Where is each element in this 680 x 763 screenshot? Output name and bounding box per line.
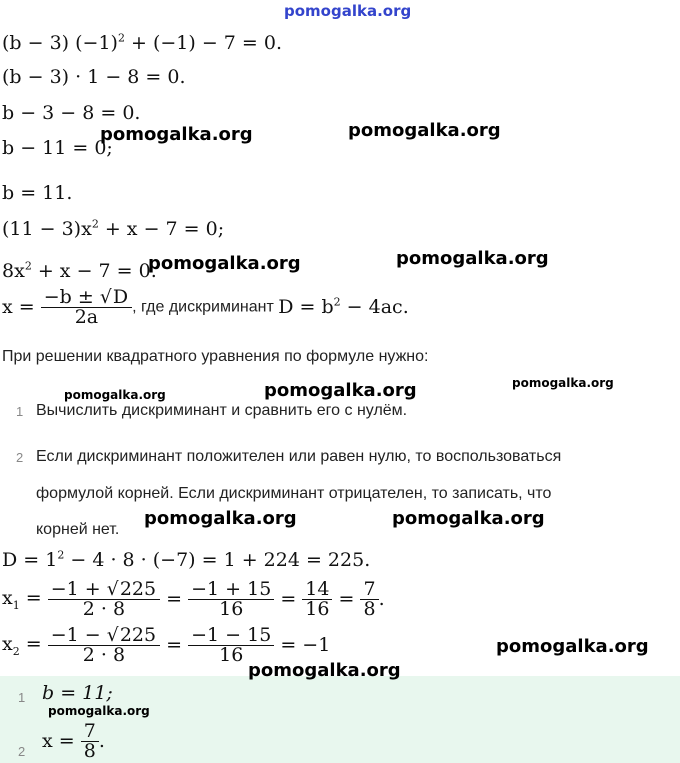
watermark: pomogalka.org (64, 388, 166, 402)
answer-box (0, 676, 680, 763)
equation-line-6: $(11 - 3)x^2 + x - 7 = 0$; (2, 217, 225, 240)
watermark: pomogalka.org (396, 248, 549, 269)
answer-2: x = $\frac{7}{8}$ . (42, 722, 105, 762)
equation-line-3: b − 3 − 8 = 0. (2, 102, 141, 124)
watermark: pomogalka.org (392, 508, 545, 529)
equation-line-4: b − 11 = 0; (2, 137, 113, 159)
watermark: pomogalka.org (512, 376, 614, 390)
watermark: pomogalka.org (48, 704, 150, 718)
x2-line: $x_2$ = $\frac{-1 - √225}{2 \cdot 8}$ = $\frac{-1 - 15}{16}$ = −1 (2, 626, 330, 676)
site-link-top[interactable]: pomogalka.org (284, 2, 412, 20)
x1-line: $x_1$ = $\frac{-1 + √225}{2 \cdot 8}$ = $\frac{-1 + 15}{16}$ = $\frac{14}{16}$ = $\frac{7}{8}$ . (2, 580, 385, 630)
equation-line-5: b = 11. (2, 182, 73, 204)
watermark: pomogalka.org (100, 124, 253, 145)
discriminant-line: $D = 1^2 - 4 \cdot 8 \cdot (-7) = 1 + 224 = 225$. (2, 548, 371, 571)
watermark: pomogalka.org (248, 660, 401, 681)
answer-1: b = 11; (42, 682, 113, 704)
intro-text: При решении квадратного уравнения по формуле нужно: (2, 348, 429, 365)
watermark: pomogalka.org (148, 253, 301, 274)
equation-line-7: $8x^2 + x - 7 = 0$. (2, 259, 157, 282)
watermark: pomogalka.org (496, 636, 649, 657)
watermark: pomogalka.org (348, 120, 501, 141)
watermark: pomogalka.org (144, 508, 297, 529)
formula-fraction: $\frac{-b \pm √D}{2a}$ (41, 288, 132, 327)
equation-line-1: (b − 3) $(-1)^2 + (-1) - 7 = 0$. (2, 31, 282, 54)
watermark: pomogalka.org (264, 380, 417, 401)
quadratic-formula-line: x = $\frac{-b \pm √D}{2a}$ , где дискриминант $D = b^2 - 4ac$. (2, 288, 409, 336)
answer-number-1: 1 (18, 690, 26, 705)
equation-line-2: (b − 3) · 1 − 8 = 0. (2, 66, 186, 88)
answer-number-2: 2 (18, 744, 26, 759)
